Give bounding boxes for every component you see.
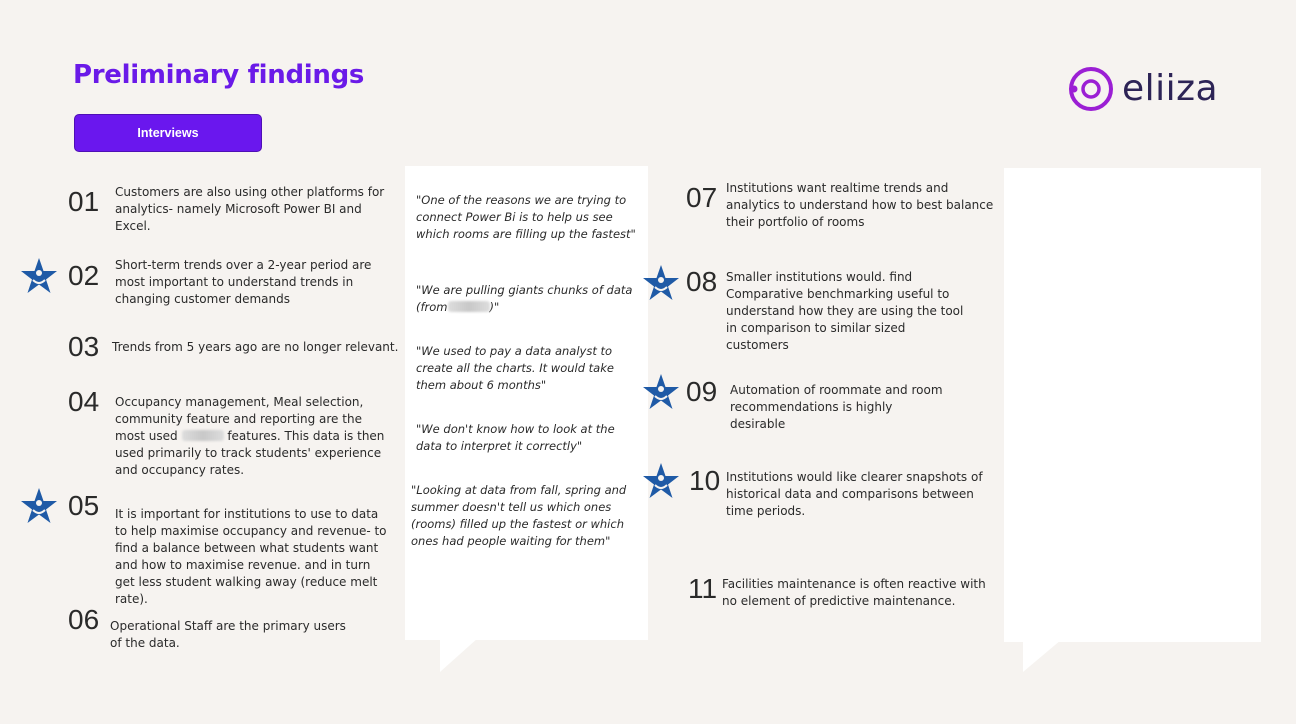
star-icon xyxy=(19,486,59,526)
redacted-text xyxy=(182,430,224,441)
finding-text: Trends from 5 years ago are no longer relevant. xyxy=(112,340,399,354)
finding-text-part: Occupancy management, Meal selection, community feature and reporting are the most used xyxy=(115,395,364,443)
finding-number: 04 xyxy=(68,386,100,417)
star-icon xyxy=(641,263,681,303)
finding-number: 06 xyxy=(68,604,100,635)
finding-number: 08 xyxy=(686,266,718,297)
star-icon xyxy=(641,461,681,501)
interviews-tab-button[interactable]: Interviews xyxy=(74,114,262,152)
speech-bubble-tail xyxy=(440,638,480,674)
finding-text: Institutions want realtime trends and analytics to understand how to best balance their portfolio of rooms xyxy=(726,181,994,229)
finding-text-part: features. This data is then used primarily to track students' experience and occupancy rates. xyxy=(115,429,385,477)
logo-text: eliiza xyxy=(1122,68,1219,109)
finding-text: Facilities maintenance is often reactive with no element of predictive maintenance. xyxy=(722,577,986,608)
finding-text: Short-term trends over a 2-year period are most important to understand trends in changing customer demands xyxy=(115,258,372,306)
interview-quote xyxy=(416,282,636,316)
redacted-text xyxy=(448,301,490,312)
eliiza-logo xyxy=(1066,64,1218,114)
quote-text-part: )" xyxy=(489,300,500,314)
interview-quote: "One of the reasons we are trying to connect Power Bi is to help us see which rooms are filling up the fastest" xyxy=(416,193,636,241)
interview-quote: "We don't know how to look at the data to interpret it correctly" xyxy=(416,422,615,453)
finding-number: 07 xyxy=(686,182,718,213)
finding-text: It is important for institutions to use to data to help maximise occupancy and revenue- to find a balance between what students want and how to maximise revenue. and in turn get less student walking away (reduce melt rate). xyxy=(115,507,387,606)
star-icon xyxy=(19,256,59,296)
page-title: Preliminary findings xyxy=(73,60,365,90)
empty-panel xyxy=(1004,168,1261,642)
finding-text xyxy=(115,394,385,479)
finding-number: 09 xyxy=(686,376,718,407)
interview-quote: "We used to pay a data analyst to create all the charts. It would take them about 6 months" xyxy=(416,344,614,392)
star-icon xyxy=(641,372,681,412)
finding-text: Smaller institutions would. find Comparative benchmarking useful to understand how they are using the tool in comparison to similar sized customers xyxy=(726,270,964,352)
eliiza-logo-icon xyxy=(1066,64,1116,114)
speech-bubble-tail xyxy=(1023,640,1063,674)
finding-number: 01 xyxy=(68,186,100,217)
finding-number: 05 xyxy=(68,490,100,521)
finding-text: Customers are also using other platforms for analytics- namely Microsoft Power BI and Excel. xyxy=(115,185,385,233)
interview-quote: "Looking at data from fall, spring and summer doesn't tell us which ones (rooms) filled up the fastest or which ones had people waiting for them" xyxy=(411,483,627,548)
finding-number: 11 xyxy=(688,573,718,604)
finding-text: Automation of roommate and room recommendations is highly desirable xyxy=(730,383,943,431)
finding-number: 02 xyxy=(68,260,100,291)
quote-text-part: "We are pulling giants chunks of data (from xyxy=(416,283,633,314)
finding-number: 10 xyxy=(689,465,721,496)
finding-text: Operational Staff are the primary users of the data. xyxy=(110,619,346,650)
finding-number: 03 xyxy=(68,331,100,362)
finding-text: Institutions would like clearer snapshots of historical data and comparisons between time periods. xyxy=(726,470,983,518)
